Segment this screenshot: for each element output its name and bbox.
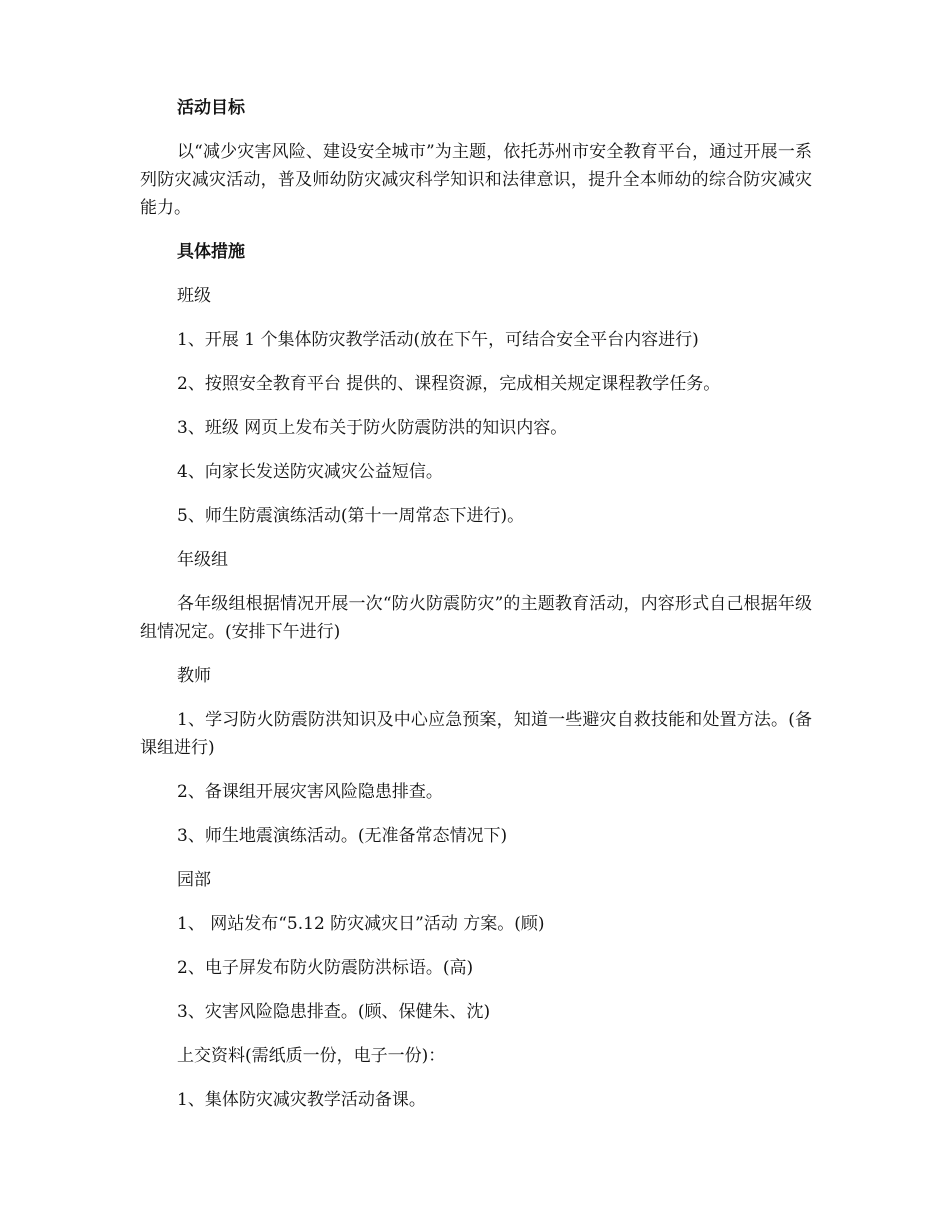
submit-materials-label: 上交资料(需纸质一份，电子一份)： xyxy=(177,1046,446,1066)
class-item-2: 2、按照安全教育平台 提供的、课程资源，完成相关规定课程教学任务。 xyxy=(177,374,721,394)
heading-activity-goal: 活动目标 xyxy=(177,98,245,118)
teacher-item-1: 1、学习防火防震防洪知识及中心应急预案，知道一些避灾自救技能和处置方法。(备课组进行) xyxy=(140,710,812,758)
document-body xyxy=(140,94,812,1130)
class-item-4: 4、向家长发送防灾减灾公益短信。 xyxy=(177,462,443,482)
heading-measures: 具体措施 xyxy=(177,242,245,262)
section-label-grade: 年级组 xyxy=(177,550,228,570)
section-label-class: 班级 xyxy=(177,286,211,306)
teacher-item-3: 3、师生地震演练活动。(无准备常态情况下) xyxy=(177,826,508,846)
campus-item-1: 1、 网站发布“5.12 防灾减灾日”活动 方案。(顾) xyxy=(177,914,545,934)
grade-paragraph: 各年级组根据情况开展一次“防火防震防灾”的主题教育活动，内容形式自己根据年级组情况定。(安排下午进行) xyxy=(140,594,812,642)
submit-item-1: 1、集体防灾减灾教学活动备课。 xyxy=(177,1090,426,1110)
teacher-item-2: 2、备课组开展灾害风险隐患排查。 xyxy=(177,782,443,802)
section-label-campus: 园部 xyxy=(177,870,211,890)
class-item-1: 1、开展 1 个集体防灾教学活动(放在下午，可结合安全平台内容进行) xyxy=(177,330,699,350)
campus-item-2: 2、电子屏发布防火防震防洪标语。(高) xyxy=(177,958,474,978)
campus-item-3: 3、灾害风险隐患排查。(顾、保健朱、沈) xyxy=(177,1002,491,1022)
goal-paragraph: 以“减少灾害风险、建设安全城市”为主题，依托苏州市安全教育平台，通过开展一系列防灾减灾活动，普及师幼防灾减灾科学知识和法律意识，提升全本师幼的综合防灾减灾能力。 xyxy=(140,142,812,218)
section-label-teacher: 教师 xyxy=(177,666,211,686)
class-item-5: 5、师生防震演练活动(第十一周常态下进行)。 xyxy=(177,506,525,526)
class-item-3: 3、班级 网页上发布关于防火防震防洪的知识内容。 xyxy=(177,418,568,438)
